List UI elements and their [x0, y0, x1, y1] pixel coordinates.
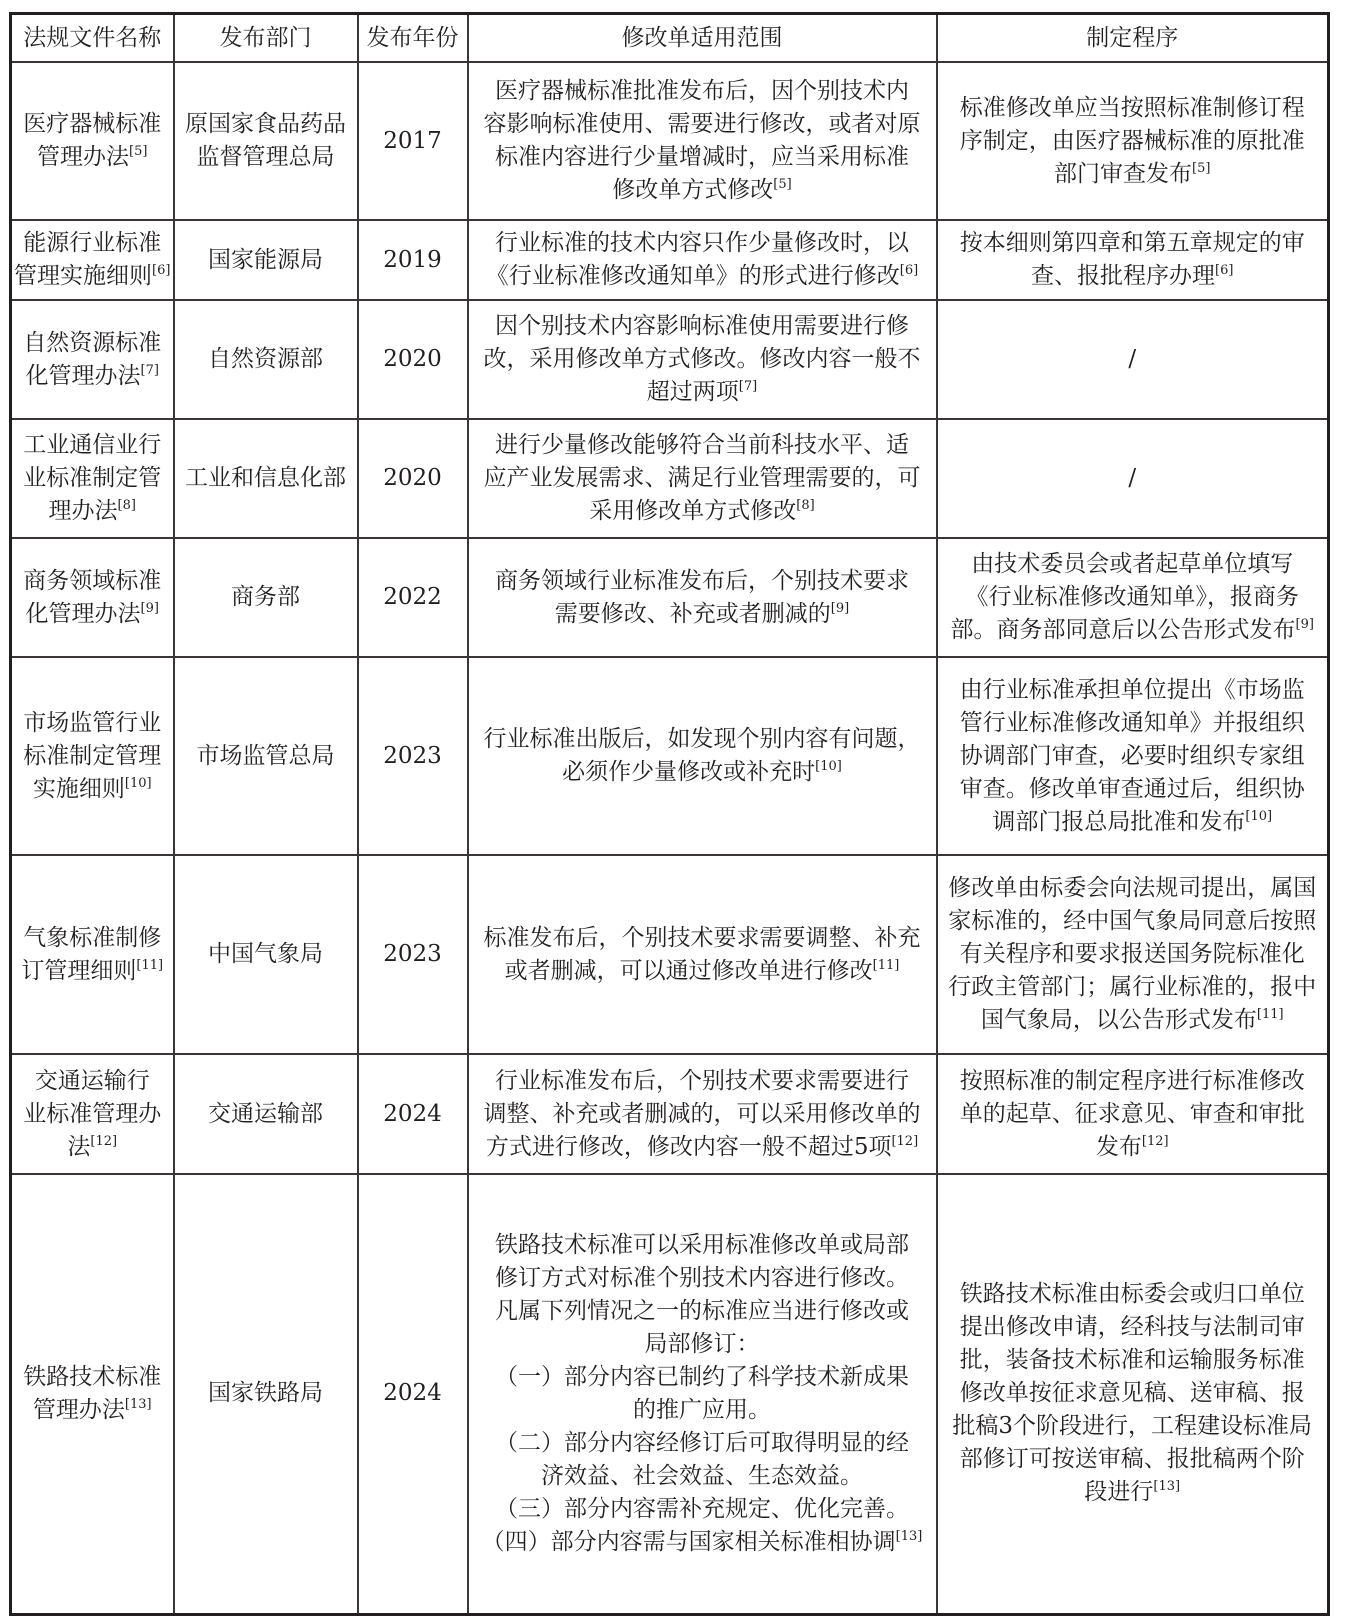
cell-text-line: 部门审查发布 — [1054, 160, 1193, 187]
cell-text-line: 2017 — [383, 127, 442, 154]
cell-text-line: 家标准的，经中国气象局同意后按照 — [948, 908, 1317, 934]
cell-text-line: 修改单由标委会向法规司提出，属国 — [948, 875, 1317, 901]
year-cell — [358, 1174, 468, 1614]
regulation-name-cell — [11, 62, 174, 220]
cell-text-line: 修改单按征求意见稿、送审稿、报 — [959, 1380, 1305, 1407]
department-cell — [174, 300, 358, 419]
citation-ref: [8] — [796, 498, 815, 513]
cell-text-line: 协调部门审查，必要时组织专家组 — [959, 742, 1305, 769]
table-row — [11, 419, 1329, 538]
scope-cell — [468, 300, 937, 419]
department-cell — [174, 855, 358, 1054]
cell-text-line: 交通运输部 — [208, 1100, 323, 1127]
cell-text-line: （三）部分内容需补充规定、优化完善。 — [495, 1495, 909, 1522]
cell-text-line: （一）部分内容已制约了科学技术新成果 — [495, 1363, 909, 1390]
cell-text-line: 法 — [67, 1133, 91, 1160]
header-scope: 修改单适用范围 — [468, 14, 937, 63]
scope-cell — [468, 220, 937, 300]
scope-cell — [468, 419, 937, 538]
year-cell — [358, 62, 468, 220]
citation-ref: [11] — [136, 957, 164, 973]
table-row — [11, 1054, 1329, 1174]
cell-text-line: 查、报批程序办理 — [1031, 263, 1216, 289]
cell-text-line: 必须作少量修改或补充时 — [562, 759, 816, 785]
cell-text-line: 2019 — [383, 246, 442, 273]
cell-text-line: 国家铁路局 — [208, 1380, 323, 1407]
regulation-name-cell — [11, 855, 174, 1054]
cell-text-line: 2020 — [383, 346, 442, 372]
cell-text-line: 采用修改单方式修改 — [589, 498, 797, 524]
cell-text-line: 超过两项 — [646, 379, 739, 405]
cell-text-line: 订管理细则 — [21, 957, 137, 984]
cell-text-line: 因个别技术内容影响标准使用需要进行修 — [495, 313, 909, 339]
citation-ref: [13] — [895, 1528, 923, 1544]
cell-text-line: 能源行业标准 — [23, 230, 162, 256]
table-row — [11, 855, 1329, 1054]
department-cell — [174, 1174, 358, 1614]
cell-text-line: 工业通信业行 — [23, 432, 162, 458]
year-cell — [358, 419, 468, 538]
cell-text-line: 业标准制定管 — [23, 465, 162, 491]
citation-ref: [13] — [1153, 1479, 1181, 1495]
cell-text-line: 标准内容进行少量增减时，应当采用标准 — [495, 144, 909, 170]
cell-text-line: 标准制定管理 — [23, 742, 162, 769]
procedure-cell — [937, 657, 1329, 855]
citation-ref: [7] — [140, 362, 159, 378]
scope-cell — [468, 62, 937, 220]
cell-text-line: 业标准管理办 — [23, 1100, 162, 1127]
procedure-cell — [937, 1054, 1329, 1174]
table-row — [11, 1174, 1329, 1614]
citation-ref: [12] — [891, 1133, 919, 1149]
cell-text-line: 标准发布后，个别技术要求需要调整、补充 — [483, 924, 921, 951]
cell-text-line: 或者删减，可以通过修改单进行修改 — [504, 957, 873, 984]
procedure-cell — [937, 419, 1329, 538]
cell-text-line: 单的起草、征求意见、审查和审批 — [959, 1100, 1305, 1127]
cell-text-line: （四）部分内容需与国家相关标准相协调 — [481, 1528, 896, 1555]
cell-text-line: 2023 — [383, 941, 442, 967]
year-cell — [358, 300, 468, 419]
procedure-cell — [937, 538, 1329, 657]
cell-text-line: 序制定，由医疗器械标准的原批准 — [959, 127, 1305, 154]
department-cell — [174, 62, 358, 220]
cell-text-line: 行业标准的技术内容只作少量修改时，以 — [495, 230, 909, 256]
citation-ref: [7] — [738, 379, 758, 394]
cell-text-line: 管理办法 — [32, 1396, 125, 1423]
cell-text-line: 气象标准制修 — [23, 924, 162, 951]
table-row — [11, 300, 1329, 419]
regulation-name-cell — [11, 300, 174, 419]
regulation-name-cell — [11, 1174, 174, 1614]
cell-text-line: 管行业标准修改通知单》并报组织 — [959, 709, 1305, 736]
header-procedure: 制定程序 — [937, 14, 1329, 63]
cell-text-line: 需要修改、补充或者删减的 — [554, 600, 831, 627]
regulation-name-cell — [11, 419, 174, 538]
cell-text-line: 由技术委员会或者起草单位填写 — [971, 551, 1294, 577]
citation-ref: [9] — [140, 600, 159, 616]
cell-text-line: 发布 — [1095, 1133, 1142, 1160]
cell-text-line: 铁路技术标准可以采用标准修改单或局部 — [495, 1231, 909, 1258]
cell-text-line: 标准修改单应当按照标准制修订程 — [959, 94, 1305, 121]
procedure-cell — [937, 62, 1329, 220]
procedure-cell — [937, 1174, 1329, 1614]
table-row — [11, 538, 1329, 657]
year-cell — [358, 538, 468, 657]
cell-text-line: 医疗器械标准批准发布后，因个别技术内 — [495, 78, 909, 104]
cell-text-line: 行业标准发布后，个别技术要求需要进行 — [495, 1067, 909, 1094]
cell-text-line: 段进行 — [1084, 1479, 1154, 1506]
cell-text-line: 国家能源局 — [208, 246, 323, 273]
cell-text-line: 批，装备技术标准和运输服务标准 — [959, 1347, 1305, 1374]
procedure-cell — [937, 300, 1329, 419]
cell-text-line: / — [1128, 465, 1137, 491]
scope-cell — [468, 538, 937, 657]
citation-ref: [9] — [1295, 617, 1314, 632]
department-cell — [174, 1054, 358, 1174]
citation-ref: [13] — [124, 1396, 152, 1412]
header-dept: 发布部门 — [174, 14, 358, 63]
cell-text-line: 行政主管部门；属行业标准的，报中 — [948, 974, 1317, 1000]
procedure-cell — [937, 855, 1329, 1054]
scope-cell — [468, 1054, 937, 1174]
cell-text-line: 管理实施细则 — [14, 263, 153, 289]
regulation-name-cell — [11, 220, 174, 300]
cell-text-line: 济效益、社会效益、生态效益。 — [541, 1462, 863, 1489]
table-row — [11, 220, 1329, 300]
citation-ref: [11] — [1256, 1007, 1284, 1022]
cell-text-line: 批稿3个阶段进行，工程建设标准局 — [952, 1413, 1313, 1440]
cell-text-line: 调整、补充或者删减的，可以采用修改单的 — [483, 1100, 921, 1127]
scope-cell — [468, 1174, 937, 1614]
cell-text-line: 提出修改申请，经科技与法制司审 — [959, 1314, 1305, 1341]
cell-text-line: 方式进行修改，修改内容一般不超过5项 — [485, 1133, 892, 1160]
cell-text-line: 审查。修改单审查通过后，组织协 — [959, 775, 1305, 802]
cell-text-line: 2024 — [383, 1100, 442, 1127]
header-name: 法规文件名称 — [11, 14, 174, 63]
cell-text-line: 理办法 — [48, 498, 118, 524]
cell-text-line: 市场监管总局 — [196, 742, 335, 769]
department-cell — [174, 419, 358, 538]
citation-ref: [10] — [1245, 808, 1273, 824]
cell-text-line: 医疗器械标准 — [23, 111, 162, 137]
cell-text-line: 调部门报总局批准和发布 — [992, 808, 1246, 835]
cell-text-line: 自然资源部 — [208, 346, 323, 372]
citation-ref: [8] — [117, 498, 136, 513]
department-cell — [174, 220, 358, 300]
scope-cell — [468, 657, 937, 855]
cell-text-line: 2020 — [383, 465, 442, 491]
cell-text-line: 铁路技术标准 — [23, 1363, 162, 1390]
cell-text-line: 凡属下列情况之一的标准应当进行修改或 — [495, 1297, 909, 1324]
cell-text-line: 国气象局，以公告形式发布 — [980, 1007, 1257, 1033]
regulation-name-cell — [11, 657, 174, 855]
cell-text-line: 中国气象局 — [208, 941, 323, 967]
cell-text-line: 按本细则第四章和第五章规定的审 — [959, 230, 1305, 256]
year-cell — [358, 657, 468, 855]
cell-text-line: 商务领域标准 — [23, 567, 162, 594]
citation-ref: [6] — [152, 263, 171, 278]
header-row — [11, 14, 1329, 63]
cell-text-line: 商务领域行业标准发布后，个别技术要求 — [495, 567, 909, 594]
header-year: 发布年份 — [358, 14, 468, 63]
cell-text-line: （二）部分内容经修订后可取得明显的经 — [495, 1429, 909, 1456]
procedure-cell — [937, 220, 1329, 300]
citation-ref: [9] — [830, 600, 850, 616]
cell-text-line: 原国家食品药品 — [185, 111, 346, 137]
cell-text-line: 监督管理总局 — [196, 144, 335, 170]
cell-text-line: 行业标准出版后，如发现个别内容有问题， — [483, 726, 921, 752]
citation-ref: [6] — [899, 263, 919, 278]
cell-text-line: 2024 — [383, 1380, 442, 1407]
cell-text-line: 《行业标准修改通知单》，报商务 — [965, 584, 1299, 610]
cell-text-line: 局部修订： — [644, 1330, 760, 1357]
scope-cell — [468, 855, 937, 1054]
year-cell — [358, 220, 468, 300]
cell-text-line: 2022 — [383, 584, 442, 610]
cell-text-line: 容影响标准使用、需要进行修改，或者对原 — [483, 111, 921, 137]
regulations-table — [9, 12, 1330, 1616]
cell-text-line: 管理办法 — [37, 144, 130, 170]
citation-ref: [5] — [1192, 160, 1211, 176]
cell-text-line: 市场监管行业 — [23, 709, 162, 736]
cell-text-line: 交通运输行 — [34, 1067, 150, 1094]
regulation-name-cell — [11, 1054, 174, 1174]
cell-text-line: 《行业标准修改通知单》的形式进行修改 — [485, 263, 900, 289]
cell-text-line: 化管理办法 — [25, 362, 141, 389]
cell-text-line: 修改单方式修改 — [612, 177, 774, 203]
cell-text-line: 工业和信息化部 — [185, 465, 346, 491]
citation-ref: [11] — [872, 957, 900, 973]
citation-ref: [5] — [773, 177, 792, 192]
citation-ref: [12] — [90, 1133, 118, 1149]
regulation-name-cell — [11, 538, 174, 657]
cell-text-line: 部修订可按送审稿、报批稿两个阶 — [959, 1446, 1305, 1473]
cell-text-line: 实施细则 — [32, 775, 125, 802]
cell-text-line: 修订方式对标准个别技术内容进行修改。 — [495, 1264, 909, 1291]
citation-ref: [5] — [129, 144, 148, 159]
cell-text-line: 由行业标准承担单位提出《市场监 — [959, 676, 1305, 703]
cell-text-line: 的推广应用。 — [633, 1396, 771, 1423]
cell-text-line: 进行少量修改能够符合当前科技水平、适 — [495, 432, 909, 458]
cell-text-line: 化管理办法 — [25, 600, 141, 627]
cell-text-line: 2023 — [383, 742, 442, 769]
cell-text-line: 应产业发展需求、满足行业管理需要的，可 — [483, 465, 921, 491]
cell-text-line: / — [1128, 346, 1137, 372]
year-cell — [358, 855, 468, 1054]
cell-text-line: 按照标准的制定程序进行标准修改 — [959, 1067, 1305, 1094]
citation-ref: [10] — [815, 759, 842, 774]
cell-text-line: 部。商务部同意后以公告形式发布 — [950, 617, 1296, 643]
cell-text-line: 自然资源标准 — [23, 329, 162, 356]
citation-ref: [12] — [1141, 1133, 1169, 1149]
cell-text-line: 有关程序和要求报送国务院标准化 — [959, 941, 1305, 967]
citation-ref: [10] — [124, 775, 152, 791]
department-cell — [174, 538, 358, 657]
table-row — [11, 62, 1329, 220]
cell-text-line: 商务部 — [231, 584, 300, 610]
cell-text-line: 改，采用修改单方式修改。修改内容一般不 — [483, 346, 921, 372]
citation-ref: [6] — [1215, 263, 1234, 278]
table-row — [11, 657, 1329, 855]
cell-text-line: 铁路技术标准由标委会或归口单位 — [959, 1281, 1305, 1308]
year-cell — [358, 1054, 468, 1174]
department-cell — [174, 657, 358, 855]
